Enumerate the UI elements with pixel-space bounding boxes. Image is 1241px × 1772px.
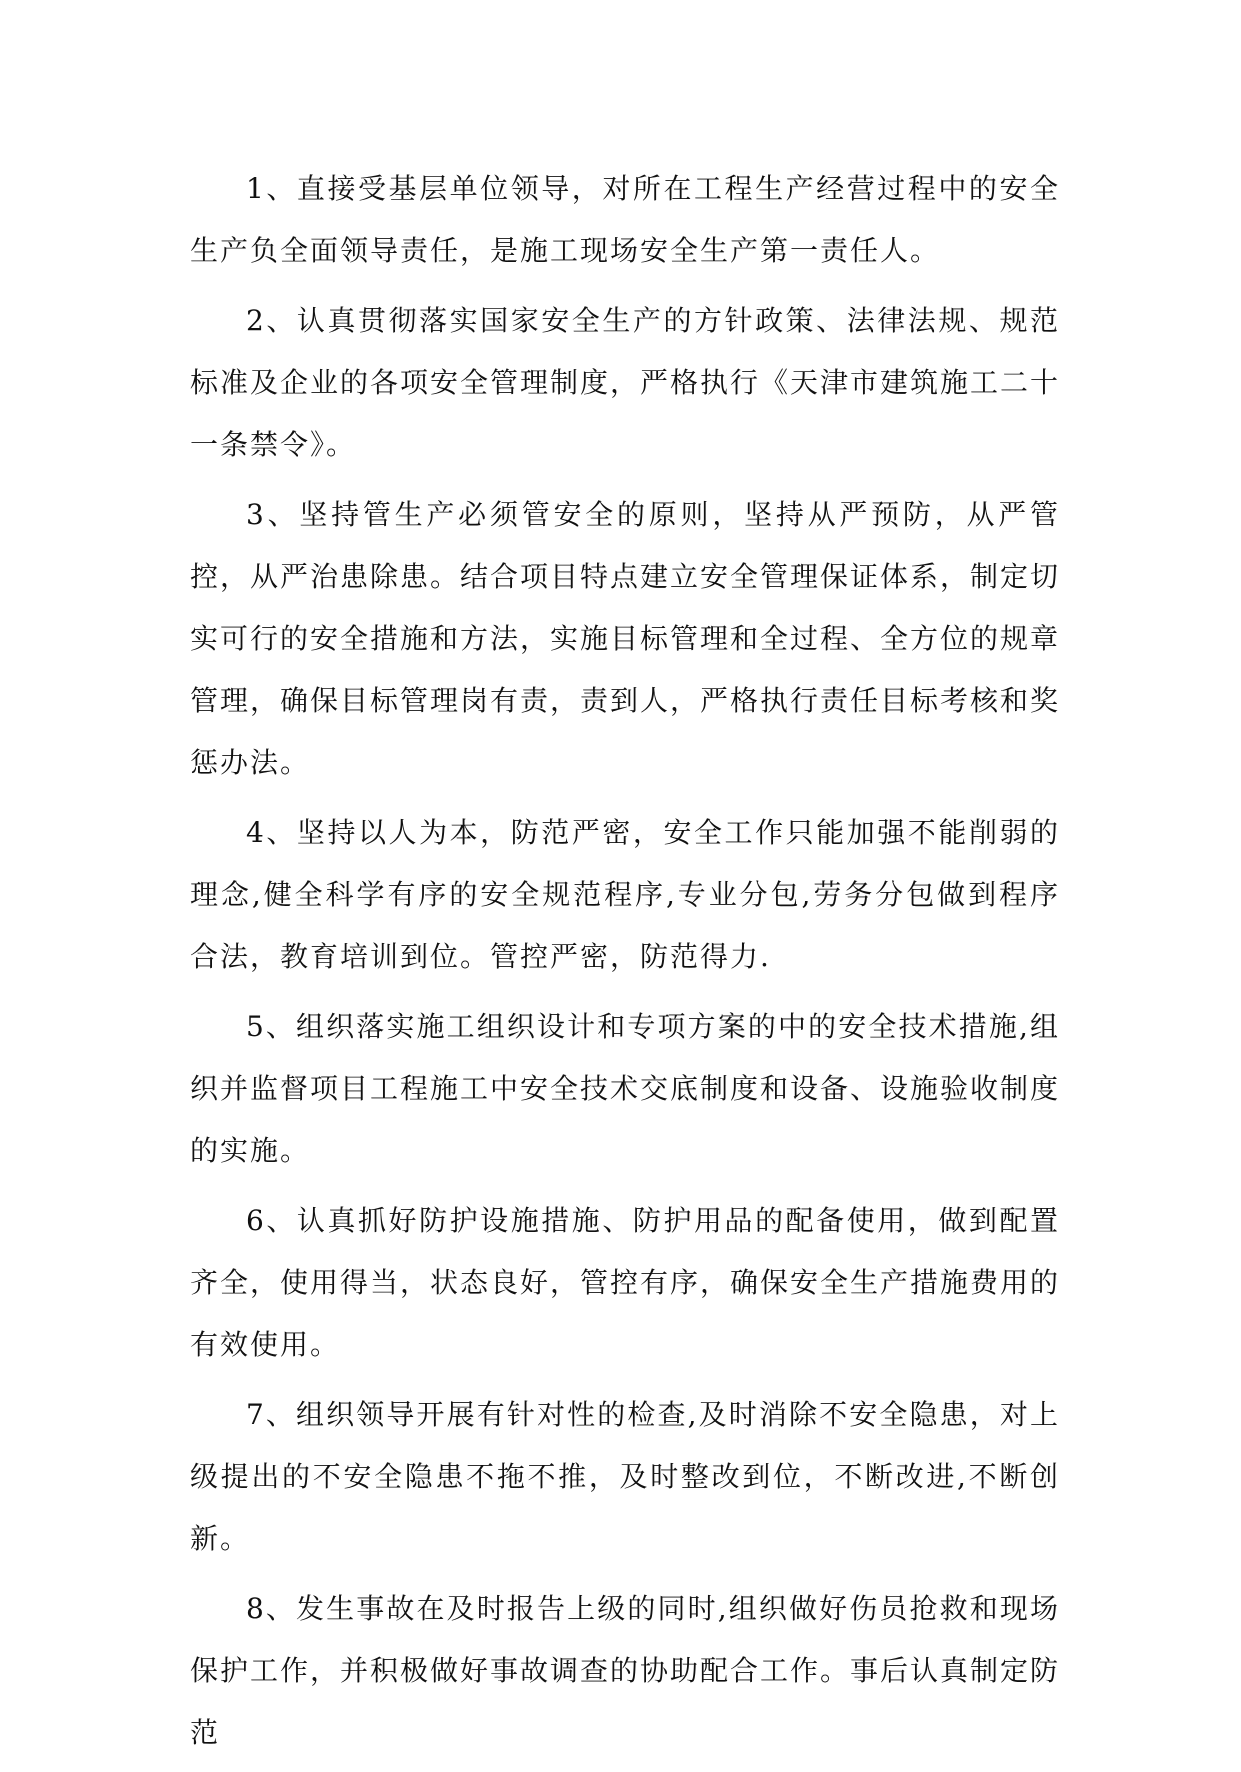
paragraph-4: 4、坚持以人为本，防范严密，安全工作只能加强不能削弱的理念,健全科学有序的安全规范程序,专业分包,劳务分包做到程序合法，教育培训到位。管控严密，防范得力. — [190, 816, 1060, 973]
paragraph-5: 5、组织落实施工组织设计和专项方案的中的安全技术措施,组织并监督项目工程施工中安全技术交底制度和设备、设施验收制度的实施。 — [190, 1010, 1061, 1167]
paragraph-7: 7、组织领导开展有针对性的检查,及时消除不安全隐患，对上级提出的不安全隐患不拖不推，及时整改到位，不断改进,不断创新。 — [190, 1398, 1060, 1555]
paragraph-2: 2、认真贯彻落实国家安全生产的方针政策、法律法规、规范标准及企业的各项安全管理制度，严格执行《天津市建筑施工二十一条禁令》。 — [190, 304, 1061, 461]
paragraph-3: 3、坚持管生产必须管安全的原则，坚持从严预防，从严管控，从严治患除患。结合项目特点建立安全管理保证体系，制定切实可行的安全措施和方法，实施目标管理和全过程、全方位的规章管理，确保目标管理岗有责，责到人，严格执行责任目标考核和奖惩办法。 — [190, 498, 1061, 779]
paragraph-1: 1、直接受基层单位领导，对所在工程生产经营过程中的安全生产负全面领导责任，是施工现场安全生产第一责任人。 — [190, 172, 1060, 267]
paragraph-6: 6、认真抓好防护设施措施、防护用品的配备使用，做到配置齐全，使用得当，状态良好，管控有序，确保安全生产措施费用的有效使用。 — [190, 1204, 1061, 1361]
document-body — [190, 158, 1060, 1772]
paragraph-8: 8、发生事故在及时报告上级的同时,组织做好伤员抢救和现场保护工作，并积极做好事故调查的协助配合工作。事后认真制定防范 — [190, 1592, 1061, 1749]
